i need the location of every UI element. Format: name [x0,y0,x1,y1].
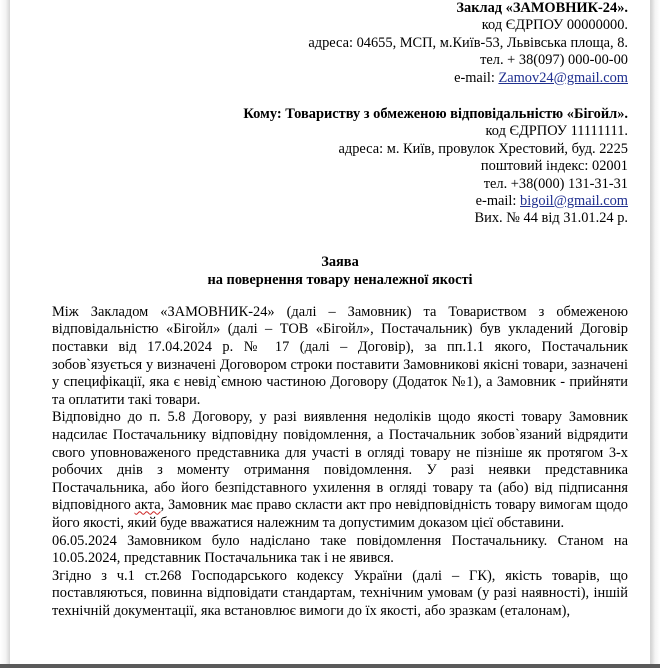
body-paragraph-3: 06.05.2024 Замовником було надіслано таке повідомлення Постачальнику. Станом на 10.05.2024, представник Постачальника так і не явився. [52,532,628,567]
sender-phone: тел. + 38(097) 000-00-00 [480,52,628,69]
sender-email-link[interactable]: Zamov24@gmail.com [498,69,628,86]
recipient-header-block [52,106,628,228]
document-body[interactable] [52,304,628,621]
sender-header-block [52,0,628,87]
body-paragraph-2 [52,409,628,532]
recipient-email-label: e-mail: [475,193,517,210]
recipient-name: Кому: Товариству з обмеженою відповідальністю «Бігойл». [243,106,628,123]
sender-address: адреса: 04655, МСП, м.Київ-53, Львівська площа, 8. [308,34,628,51]
recipient-postal-index: поштовий індекс: 02001 [480,158,628,175]
body-paragraph-2-part-2: , Замовник має право скласти акт про невідповідність товару вимогам щодо його якості, який буде вважатися належним та допустимим доказом цієї обставини. [52,497,628,531]
document-title-line-1: Заява [321,253,359,270]
body-paragraph-2-part-1: Відповідно до п. 5.8 Договору, у разі виявлення недоліків щодо якості товару Замовник надсилає Постачальнику відповідну повідомлення, а Постачальник зобов`язаний відрядити свого уповноваженого представника для участі в огляді товару не пізніше як протягом 3-х робочих днів з моменту отримання повідомлення. У разі неявки представника Постачальника, або його безпідставного ухилення в огляді товару та (або) від підписання відповідного [52,409,628,514]
sender-name: Заклад «ЗАМОВНИК-24». [456,0,628,16]
sender-email-line [52,70,628,87]
recipient-address: адреса: м. Київ, провулок Хрестовий, буд. 2225 [338,140,628,157]
sender-email-label: e-mail: [454,69,495,86]
page-bottom-edge [0,664,660,668]
body-paragraph-1: Між Закладом «ЗАМОВНИК-24» (далі – Замовник) та Товариством з обмеженою відповідальністю «Бігойл» (далі – ТОВ «Бігойл», Постачальник) був укладений Договір поставки від 17.04.2024 р. № 17 (далі – Договір), за пп.1.1 якого, Постачальник зобов`язується у визначені Договором строки поставити Замовникові якісні товари, зазначені у специфікації, яка є невід`ємною частиною Договору (Додаток №1), а Замовник - прийняти та оплатити такі товари. [52,303,628,408]
document-title [52,253,628,289]
outgoing-document-number: Вих. № 44 від 31.01.24 р. [474,210,628,227]
spellcheck-error-word[interactable]: акта [134,497,161,514]
recipient-edrpou: код ЄДРПОУ 11111111. [485,123,628,140]
recipient-email-line [52,193,628,210]
recipient-email-link[interactable]: bigoil@gmail.com [520,193,628,210]
body-paragraph-4: Згідно з ч.1 ст.268 Господарського кодексу України (далі – ГК), якість товарів, що поставляються, повинна відповідати стандартам, технічним умовам (у разі наявності), іншій технічній документації, яка встановлює вимоги до їх якості, або зразкам (еталонам), [52,567,628,619]
document-page[interactable] [10,0,650,664]
sender-edrpou: код ЄДРПОУ 00000000. [481,17,628,34]
document-title-line-2: на повернення товару неналежної якості [207,271,473,288]
recipient-phone: тел. +38(000) 131-31-31 [483,175,628,192]
